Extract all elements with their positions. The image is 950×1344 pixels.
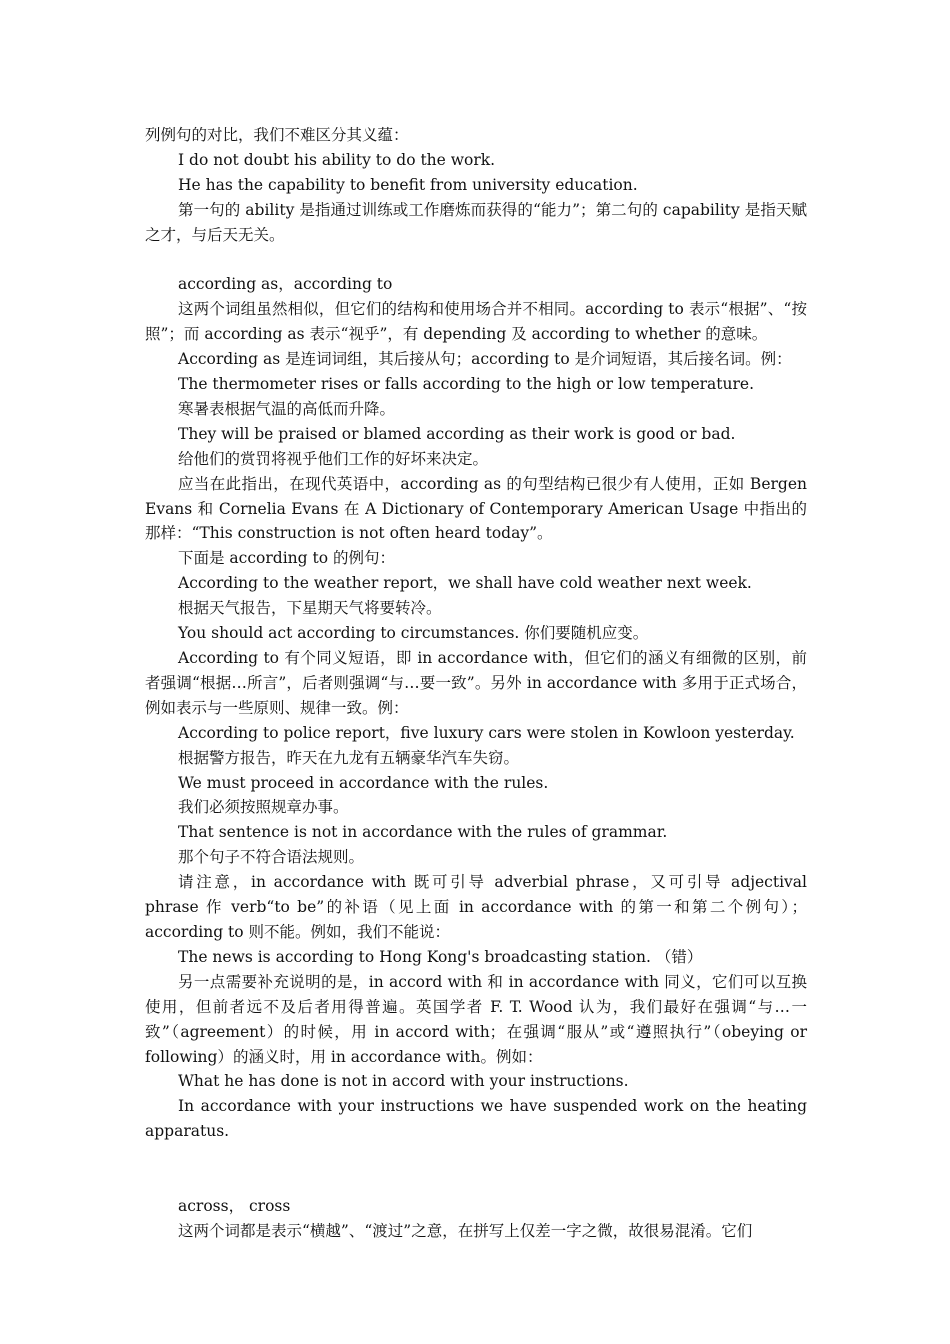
example-sentence: According to police report，five luxury cars were stolen in Kowloon yesterday.	[178, 723, 795, 742]
example-sentence: The thermometer rises or falls according to the high or low temperature.	[178, 375, 755, 394]
example-sentence: According to the weather report，we shall have cold weather next week.	[178, 574, 752, 593]
explanation-paragraph: According to 有个同义短语，即 in accordance with，但它们的涵义有细微的区别，前者强调“根据…所言”，后者则强调“与…要一致”。另外 in accordance with 多用于正式场合，例如表示与一些原则、规律一致。例：	[145, 649, 807, 717]
example-sentence: In accordance with your instructions we have suspended work on the heating apparatus.	[145, 1097, 807, 1141]
example-translation: 寒暑表根据气温的高低而升降。	[178, 399, 396, 418]
explanation-paragraph: 这两个词组虽然相似，但它们的结构和使用场合并不相同。according to 表示“根据”、“按照”；而 according as 表示“视乎”，有 depending 及 according to whether 的意味。	[145, 300, 807, 344]
example-sentence: We must proceed in accordance with the rules.	[178, 773, 549, 792]
paragraph-continuation: 列例句的对比，我们不难区分其义蕴：	[145, 126, 409, 144]
blank-line	[145, 1169, 807, 1194]
example-translation: 那个句子不符合语法规则。	[178, 848, 365, 867]
entry-heading-according: according as，according to	[178, 275, 393, 294]
explanation-paragraph: 请注意，in accordance with 既可引导 adverbial phrase，又可引导 adjectival phrase 作 verb“to be”的补语（见上面 in accordance with 的第一和第二个例句）；according to 则不能。例如，我们不能说：	[145, 873, 807, 941]
example-sentence: You should act according to circumstances. 你们要随机应变。	[178, 624, 649, 643]
explanation-paragraph: According as 是连词词组，其后接从句；according to 是介词短语，其后接名词。例：	[178, 350, 792, 369]
example-translation: 根据天气报告，下星期天气将要转冷。	[178, 599, 442, 618]
example-translation: 我们必须按照规章办事。	[178, 798, 349, 817]
entry-heading-across: across， cross	[178, 1196, 291, 1215]
explanation-paragraph: 另一点需要补充说明的是，in accord with 和 in accordance with 同义，它们可以互换使用，但前者远不及后者用得普遍。英国学者 F. T. Wood 认为，我们最好在强调“与…一致”（agreement）的时候，用 in accord with；在强调“服从”或“遵照执行”（obeying or following）的涵义时，用 in accordance with。例如：	[145, 972, 807, 1066]
explanation-paragraph: 这两个词都是表示“横越”、“渡过”之意，在拼写上仅差一字之微，故很易混淆。它们	[178, 1221, 753, 1240]
explanation-paragraph: 第一句的 ability 是指通过训练或工作磨炼而获得的“能力”；第二句的 capability 是指天赋之才，与后天无关。	[145, 200, 807, 244]
example-translation: 根据警方报告，昨天在九龙有五辆豪华汽车失窃。	[178, 748, 520, 767]
blank-line	[145, 248, 807, 273]
blank-line	[145, 1144, 807, 1169]
example-sentence: The news is according to Hong Kong's broadcasting station. （错）	[178, 947, 703, 966]
example-sentence: What he has done is not in accord with your instructions.	[178, 1072, 629, 1091]
document-body	[145, 123, 807, 1244]
example-sentence: That sentence is not in accordance with the rules of grammar.	[178, 823, 668, 842]
explanation-paragraph: 下面是 according to 的例句：	[178, 549, 395, 568]
example-sentence: He has the capability to benefit from university education.	[178, 175, 638, 194]
example-sentence: They will be praised or blamed according as their work is good or bad.	[178, 424, 736, 443]
example-sentence: I do not doubt his ability to do the work.	[178, 150, 496, 169]
explanation-paragraph: 应当在此指出，在现代英语中，according as 的句型结构已很少有人使用，正如 Bergen Evans 和 Cornelia Evans 在 A Dictionary of Contemporary American Usage 中指出的那样：“This construction is not often heard today”。	[145, 474, 807, 543]
example-translation: 给他们的赏罚将视乎他们工作的好坏来决定。	[178, 449, 489, 468]
